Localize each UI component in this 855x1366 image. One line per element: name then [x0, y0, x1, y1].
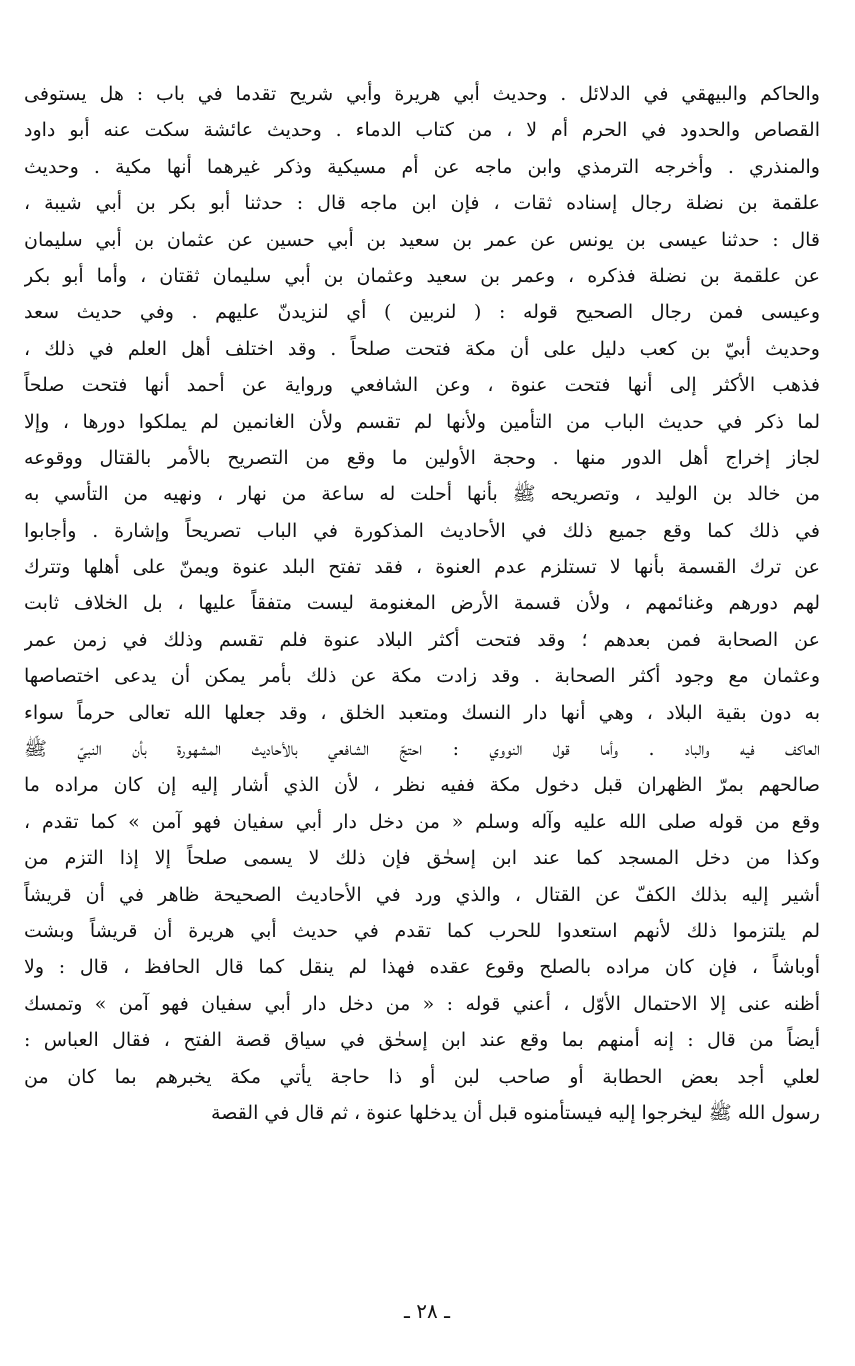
text-line: رسول الله ﷺ ليخرجوا إليه فيستأمنوه قبل أن يدخلها عنوة ، ثم قال في القصة: [211, 1101, 820, 1124]
text-line: أيضاً من قال : إنه أمنهم بما وقع عند ابن إسحٰق في سياق قصة الفتح ، فقال العباس :: [24, 1029, 820, 1052]
text-line: قال : حدثنا عيسى بن يونس عن عمر بن سعيد بن أبي حسين عن عثمان بن أبي سليمان: [24, 228, 820, 251]
text-line: من خالد بن الوليد ، وتصريحه ﷺ بأنها أحلت له ساعة من نهار ، ونهيه من التأسي به: [24, 483, 820, 506]
text-line: عن علقمة بن نضلة فذكره ، وعمر بن سعيد وعثمان بن أبي سليمان ثقتان ، وأما أبو بكر: [24, 264, 820, 287]
text-line: علقمة بن نضلة رجال إسناده ثقات ، فإن ابن ماجه قال : حدثنا أبو بكر بن أبي شيبة ،: [24, 192, 820, 215]
text-line: وعيسى فمن رجال الصحيح قوله : ( لنربين ) أي لنزيدنّ عليهم . وفي حديث سعد: [24, 301, 820, 324]
text-line: وحديث أبيّ بن كعب دليل على أن مكة فتحت صلحاً . وقد اختلف أهل العلم في ذلك ،: [24, 337, 820, 360]
text-line: لم يلتزموا ذلك لأنهم استعدوا للحرب كما تقدم في حديث أبي هريرة أن قريشاً وبشت: [24, 919, 820, 942]
text-line: عن الصحابة فمن بعدهم ؛ وقد فتحت أكثر البلاد عنوة فلم تقسم وذلك في زمن عمر: [24, 628, 820, 651]
text-line: به دون بقية البلاد ، وهي أنها دار النسك ومتعبد الخلق ، وقد جعلها الله تعالى حرماً سواء: [24, 701, 820, 724]
text-line: لهم دورهم وغنائمهم ، ولأن قسمة الأرض المغنومة ليست متفقاً عليها ، بل الخلاف ثابت: [24, 592, 820, 615]
text-line: عن ترك القسمة بأنها لا تستلزم عدم العنوة ، فقد تفتح البلد عنوة ويمنّ على أهلها وتترك: [24, 556, 820, 579]
text-line: صالحهم بمرّ الظهران قبل دخول مكة ففيه نظر ، لأن الذي أشار إليه إن كان مراده ما: [24, 774, 820, 797]
text-line: القصاص والحدود في الحرم أم لا ، من كتاب الدماء . وحديث عائشة سكت عنه أبو داود: [24, 119, 820, 142]
text-line: والحاكم والبيهقي في الدلائل . وحديث أبي هريرة وأبي شريح تقدما في باب : هل يستوفى: [24, 83, 820, 105]
text-line: وكذا من دخل المسجد كما عند ابن إسحٰق فإن ذلك لا يسمى صلحاً إلا إذا التزم من: [24, 847, 820, 870]
text-line: لعلي أجد بعض الحطابة أو صاحب لبن أو ذا حاجة يأتي مكة يخبرهم بما كان من: [24, 1065, 820, 1088]
text-line: أوباشاً ، فإن كان مراده بالصلح وقوع عقده فهذا لم ينقل كما قال الحافظ ، قال : ولا: [24, 956, 820, 979]
text-line: وعثمان مع وجود أكثر الصحابة . وقد زادت مكة عن ذلك بأمر يمكن أن يدعى اختصاصها: [24, 665, 820, 688]
text-line: العاكف فيه والباد . وأما قول النووي : احتجّ الشافعي بالأحاديث المشهورة بأن النبيّ ﷺ: [24, 738, 820, 761]
text-line: لما ذكر في حديث الباب من التأمين ولأنها لم تقسم ولأن الغانمين لم يملكوا دورها ، وإلا: [24, 410, 820, 433]
text-line: أظنه عنى إلا الاحتمال الأوّل ، أعني قوله : « من دخل دار أبي سفيان فهو آمن » وتمسك: [24, 992, 820, 1015]
page-number: ـ ٢٨ ـ: [404, 1299, 450, 1323]
text-line: لجاز إخراج أهل الدور منها . وحجة الأولين ما وقع من التصريح بالأمر بالقتال ووقوعه: [24, 446, 820, 469]
text-line: والمنذري . وأخرجه الترمذي وابن ماجه عن أم مسيكية وذكر غيرهما أنها مكية . وحديث: [24, 155, 820, 178]
text-line: أشير إليه بذلك الكفّ عن القتال ، والذي ورد في الأحاديث الصحيحة ظاهر في أن قريشاً: [24, 883, 820, 906]
text-line: فذهب الأكثر إلى أنها فتحت عنوة ، وعن الشافعي ورواية عن أحمد أنها فتحت صلحاً: [24, 374, 820, 397]
body-text: [24, 76, 820, 1131]
text-line: وقع من قوله صلى الله عليه وآله وسلم « من دخل دار أبي سفيان فهو آمن » كما تقدم ،: [24, 810, 820, 833]
text-line: في ذلك كما وقع جميع ذلك في الأحاديث المذكورة في الباب تصريحاً وإشارة . وأجابوا: [24, 519, 820, 542]
